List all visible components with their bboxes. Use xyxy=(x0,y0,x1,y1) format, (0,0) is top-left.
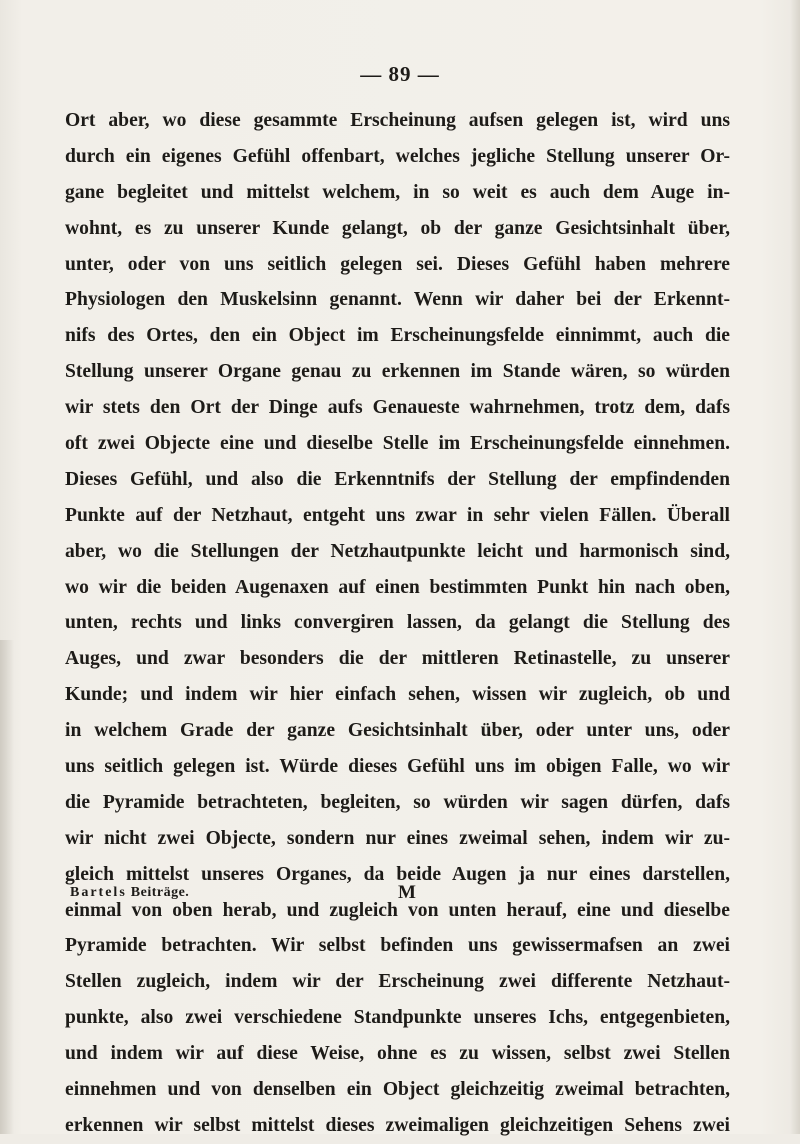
work-title: Beiträge. xyxy=(130,885,190,900)
text-line: Stellen zugleich, indem wir der Erscheinung zwei differente Netzhaut- xyxy=(65,971,730,993)
text-line: einnehmen und von denselben ein Object gleichzeitig zweimal betrachten, xyxy=(65,1079,730,1101)
signature-mark: M xyxy=(398,882,416,903)
page-number: — 89 — xyxy=(360,62,440,86)
text-line: gleich mittelst unseres Organes, da beide Augen ja nur eines darstellen, xyxy=(65,863,730,885)
gutter-shadow xyxy=(0,640,14,1134)
text-line: wir nicht zwei Objecte, sondern nur eines zweimal sehen, indem wir zu- xyxy=(65,827,730,849)
text-line: wo wir die beiden Augenaxen auf einen bestimmten Punkt hin nach oben, xyxy=(65,576,730,598)
text-line: Punkte auf der Netzhaut, entgeht uns zwar in sehr vielen Fällen. Überall xyxy=(65,504,730,526)
text-line: Stellung unserer Organe genau zu erkennen im Stande wären, so würden xyxy=(65,361,730,383)
text-line: in welchem Grade der ganze Gesichtsinhalt über, oder unter uns, oder xyxy=(65,720,730,742)
page-edge xyxy=(790,0,800,1134)
signature-line xyxy=(70,885,189,901)
text-line: und indem wir auf diese Weise, ohne es zu wissen, selbst zwei Stellen xyxy=(65,1043,730,1065)
text-line: aber, wo die Stellungen der Netzhautpunkte leicht und harmonisch sind, xyxy=(65,540,730,562)
text-line: Dieses Gefühl, und also die Erkenntnifs der Stellung der empfindenden xyxy=(65,468,730,490)
text-line: die Pyramide betrachteten, begleiten, so würden wir sagen dürfen, dafs xyxy=(65,791,730,813)
text-line: uns seitlich gelegen ist. Würde dieses Gefühl uns im obigen Falle, wo wir xyxy=(65,756,730,778)
text-line: unten, rechts und links convergiren lassen, da gelangt die Stellung des xyxy=(65,612,730,634)
text-line: Physiologen den Muskelsinn genannt. Wenn wir daher bei der Erkennt- xyxy=(65,289,730,311)
author-name: Bartels xyxy=(70,885,127,900)
text-line: oft zwei Objecte eine und dieselbe Stelle im Erscheinungsfelde einnehmen. xyxy=(65,433,730,455)
text-line: durch ein eigenes Gefühl offenbart, welches jegliche Stellung unserer Or- xyxy=(65,145,730,167)
text-line: einmal von oben herab, und zugleich von unten herauf, eine und dieselbe xyxy=(65,899,730,921)
body-text xyxy=(65,103,730,1144)
text-line: erkennen wir selbst mittelst dieses zweimaligen gleichzeitigen Sehens zwei xyxy=(65,1114,730,1136)
text-line: wohnt, es zu unserer Kunde gelangt, ob der ganze Gesichtsinhalt über, xyxy=(65,217,730,239)
text-line: nifs des Ortes, den ein Object im Erscheinungsfelde einnimmt, auch die xyxy=(65,325,730,347)
page-footer xyxy=(70,882,730,909)
text-line: Auges, und zwar besonders die der mittleren Retinastelle, zu unserer xyxy=(65,648,730,670)
text-line: Kunde; und indem wir hier einfach sehen, wissen wir zugleich, ob und xyxy=(65,684,730,706)
text-line: wir stets den Ort der Dinge aufs Genaueste wahrnehmen, trotz dem, dafs xyxy=(65,397,730,419)
text-line: punkte, also zwei verschiedene Standpunkte unseres Ichs, entgegenbieten, xyxy=(65,1007,730,1029)
text-line: Pyramide betrachten. Wir selbst befinden uns gewissermafsen an zwei xyxy=(65,935,730,957)
text-line: gane begleitet und mittelst welchem, in so weit es auch dem Auge in- xyxy=(65,181,730,203)
text-line: Ort aber, wo diese gesammte Erscheinung aufsen gelegen ist, wird uns xyxy=(65,110,730,131)
text-line: unter, oder von uns seitlich gelegen sei. Dieses Gefühl haben mehrere xyxy=(65,253,730,275)
